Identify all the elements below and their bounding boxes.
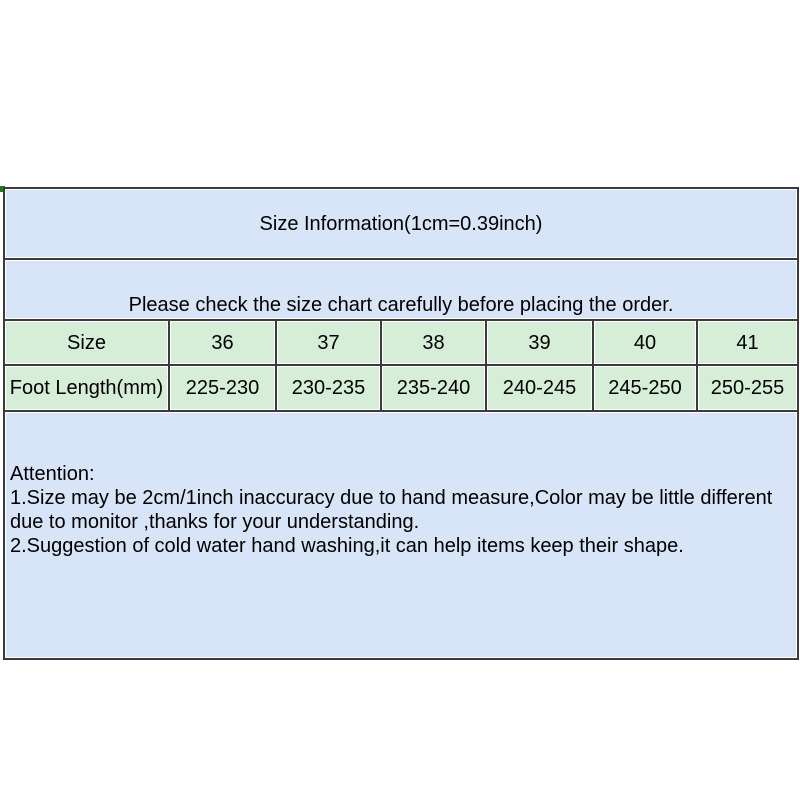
attention-section [4, 411, 798, 659]
foot-length-value-cell: 235-240 [381, 365, 486, 411]
size-value-cell: 41 [697, 320, 798, 365]
size-row [4, 320, 798, 365]
size-chart [3, 187, 799, 660]
notice-row [4, 259, 798, 320]
size-chart-title: Size Information(1cm=0.39inch) [4, 188, 798, 259]
attention-heading: Attention: [10, 463, 95, 485]
size-value-cell: 38 [381, 320, 486, 365]
attention-row [4, 411, 798, 659]
size-value-cell: 37 [276, 320, 381, 365]
foot-length-row [4, 365, 798, 411]
size-value-cell: 40 [593, 320, 697, 365]
foot-length-value-cell: 245-250 [593, 365, 697, 411]
foot-length-value-cell: 250-255 [697, 365, 798, 411]
size-chart-table [3, 187, 799, 660]
size-value-cell: 39 [486, 320, 593, 365]
foot-length-value-cell: 240-245 [486, 365, 593, 411]
foot-length-value-cell: 230-235 [276, 365, 381, 411]
foot-length-value-cell: 225-230 [169, 365, 276, 411]
attention-item: 1.Size may be 2cm/1inch inaccuracy due to hand measure,Color may be little different due to monitor ,thanks for your understanding. [10, 487, 773, 533]
foot-length-row-label: Foot Length(mm) [4, 365, 169, 411]
order-notice-text: Please check the size chart carefully before placing the order. [4, 259, 798, 320]
size-value-cell: 36 [169, 320, 276, 365]
title-row [4, 188, 798, 259]
size-row-label: Size [4, 320, 169, 365]
attention-item: 2.Suggestion of cold water hand washing,it can help items keep their shape. [10, 535, 684, 557]
